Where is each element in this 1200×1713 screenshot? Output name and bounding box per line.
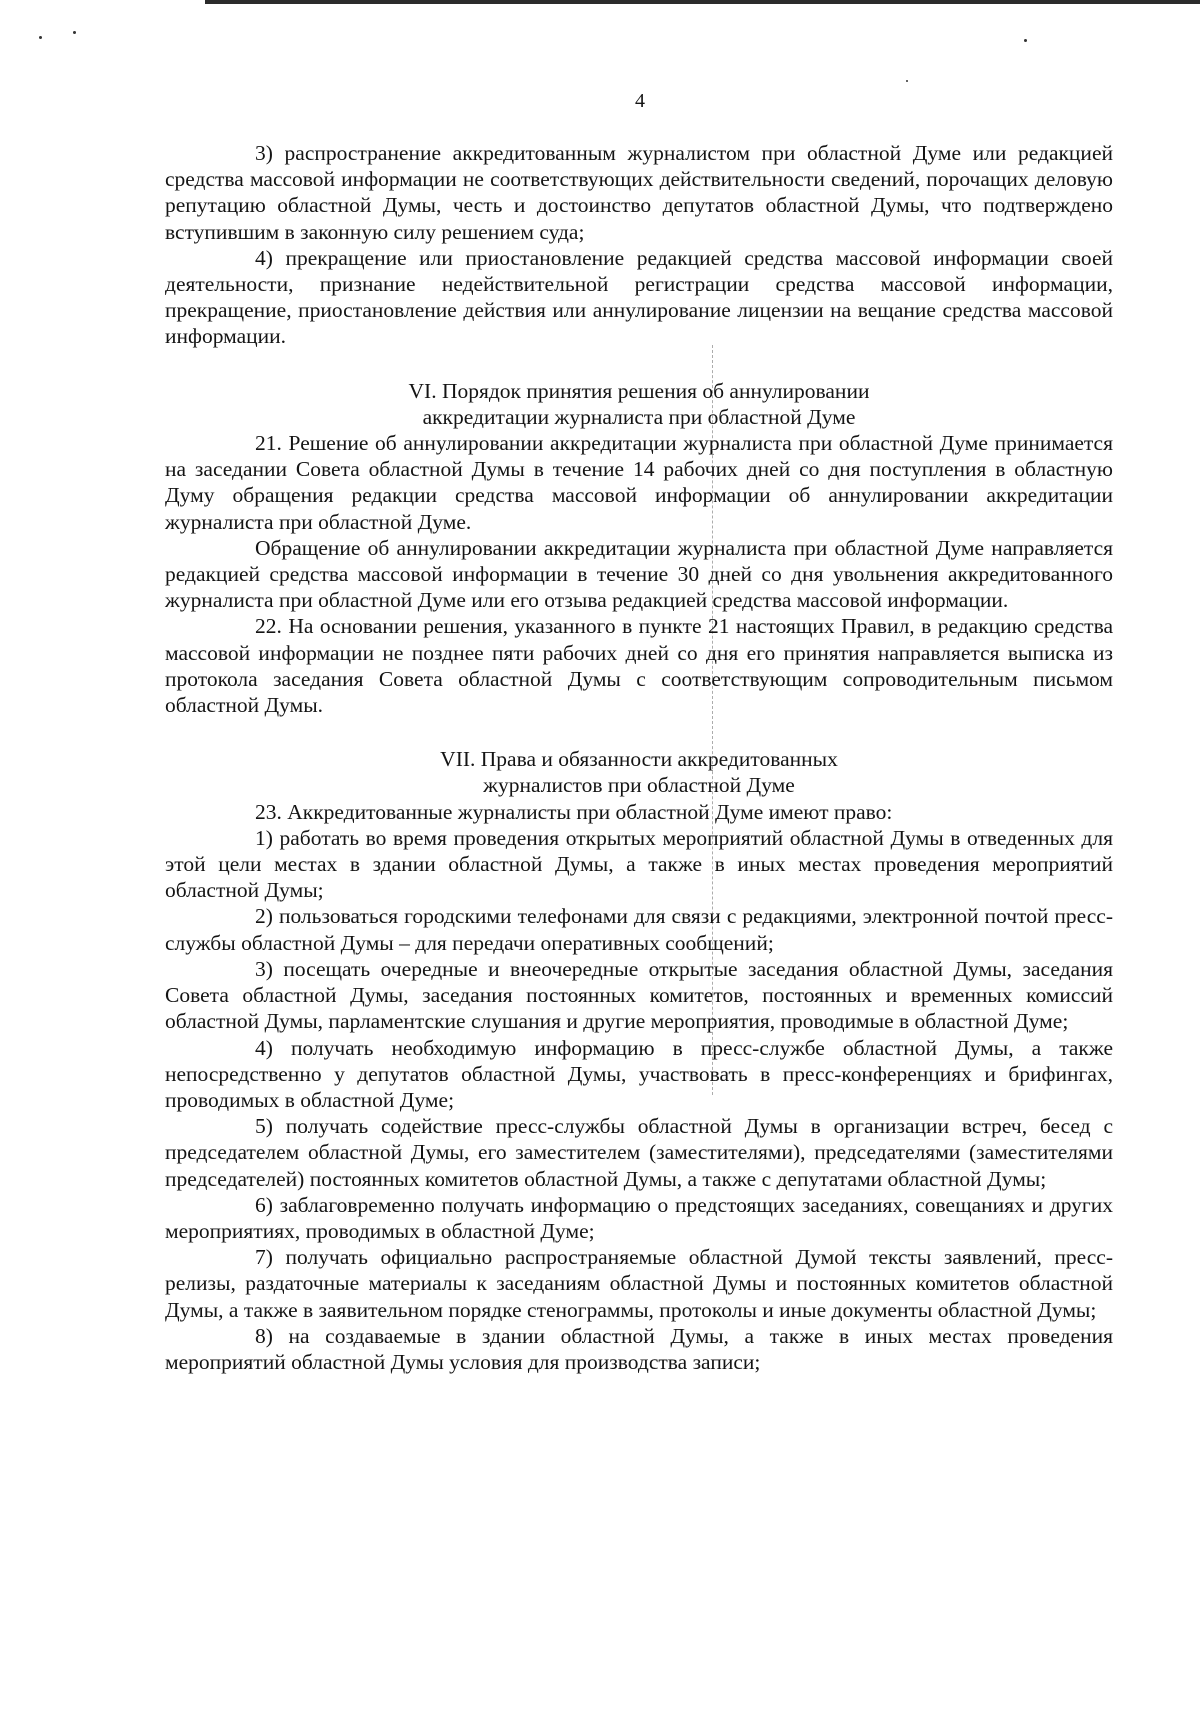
- document-body: [165, 140, 1113, 1375]
- paragraph: 5) получать содействие пресс-службы областной Думы в организации встреч, бесед с председателем областной Думы, его заместителем (заместителями), председателями (заместителями председателей) постоянных комитетов областной Думы, а также с депутатами областной Думы;: [165, 1114, 1113, 1191]
- section-heading-vii: [165, 746, 1113, 798]
- scan-speck: [1024, 39, 1027, 42]
- scan-speck: [73, 31, 76, 34]
- page-number: 4: [635, 90, 645, 112]
- paragraph: 4) прекращение или приостановление редакцией средства массовой информации своей деятельности, признание недействительной регистрации средства массовой информации, прекращение, приостановление действия или аннулирование лицензии на вещание средства массовой информации.: [165, 245, 1113, 349]
- paragraph: 6) заблаговременно получать информацию о предстоящих заседаниях, совещаниях и других мероприятиях, проводимых в областной Думе;: [165, 1192, 1113, 1243]
- paragraph: 8) на создаваемые в здании областной Думы, а также в иных местах проведения мероприятий областной Думы условия для производства записи;: [165, 1323, 1113, 1374]
- paragraph: 7) получать официально распространяемые областной Думой тексты заявлений, пресс-релизы, раздаточные материалы к заседаниям областной Думы и постоянных комитетов областной Думы, а также в заявительном порядке стенограммы, протоколы и иные документы областной Думы;: [165, 1245, 1113, 1322]
- scan-top-edge: [205, 0, 1200, 4]
- paragraph: 3) распространение аккредитованным журналистом при областной Думе или редакцией средства массовой информации не соответствующих действительности сведений, порочащих деловую репутацию областной Думы, честь и достоинство депутатов областной Думы, что подтверждено вступившим в законную силу решением суда;: [165, 141, 1113, 244]
- paragraph: 3) посещать очередные и внеочередные открытые заседания областной Думы, заседания Совета областной Думы, заседания постоянных комитетов, постоянных и временных комиссий областной Думы, парламентские слушания и другие мероприятия, проводимые в областной Думе;: [165, 956, 1113, 1034]
- section-heading-line: VII. Права и обязанности аккредитованных: [440, 747, 838, 772]
- section-heading-line: аккредитации журналиста при областной Думе: [422, 404, 856, 429]
- section-heading-vi: [165, 378, 1113, 430]
- paragraph: 4) получать необходимую информацию в пресс-службе областной Думы, а также непосредственно у депутатов областной Думы, участвовать в пресс-конференциях и брифингах, проводимых в областной Думе;: [165, 1035, 1113, 1112]
- section-heading-line: VI. Порядок принятия решения об аннулировании: [408, 378, 870, 403]
- paragraph: 23. Аккредитованные журналисты при областной Думе имеют право:: [255, 799, 893, 824]
- paragraph: 1) работать во время проведения открытых мероприятий областной Думы в отведенных для этой цели местах в здании областной Думы, а также в иных местах проведения мероприятий областной Думы;: [165, 825, 1113, 903]
- section-heading-line: журналистов при областной Думе: [483, 773, 795, 798]
- paragraph: 22. На основании решения, указанного в пункте 21 настоящих Правил, в редакцию средства массовой информации не позднее пяти рабочих дней со дня его принятия направляется выписка из протокола заседания Совета областной Думы с соответствующим сопроводительным письмом областной Думы.: [165, 614, 1113, 718]
- paragraph: 21. Решение об аннулировании аккредитации журналиста при областной Думе принимается на заседании Совета областной Думы в течение 14 рабочих дней со дня поступления в областную Думу обращения редакции средства массовой информации об аннулировании аккредитации журналиста при областной Думе.: [165, 431, 1113, 534]
- scan-speck: [906, 80, 908, 82]
- paragraph: Обращение об аннулировании аккредитации журналиста при областной Думе направляется редакцией средства массовой информации в течение 30 дней со дня увольнения аккредитованного журналиста при областной Думе или его отзыва редакцией средства массовой информации.: [165, 535, 1113, 613]
- scan-speck: [39, 36, 42, 39]
- paragraph: 2) пользоваться городскими телефонами для связи с редакциями, электронной почтой пресс-службы областной Думы – для передачи оперативных сообщений;: [165, 904, 1113, 955]
